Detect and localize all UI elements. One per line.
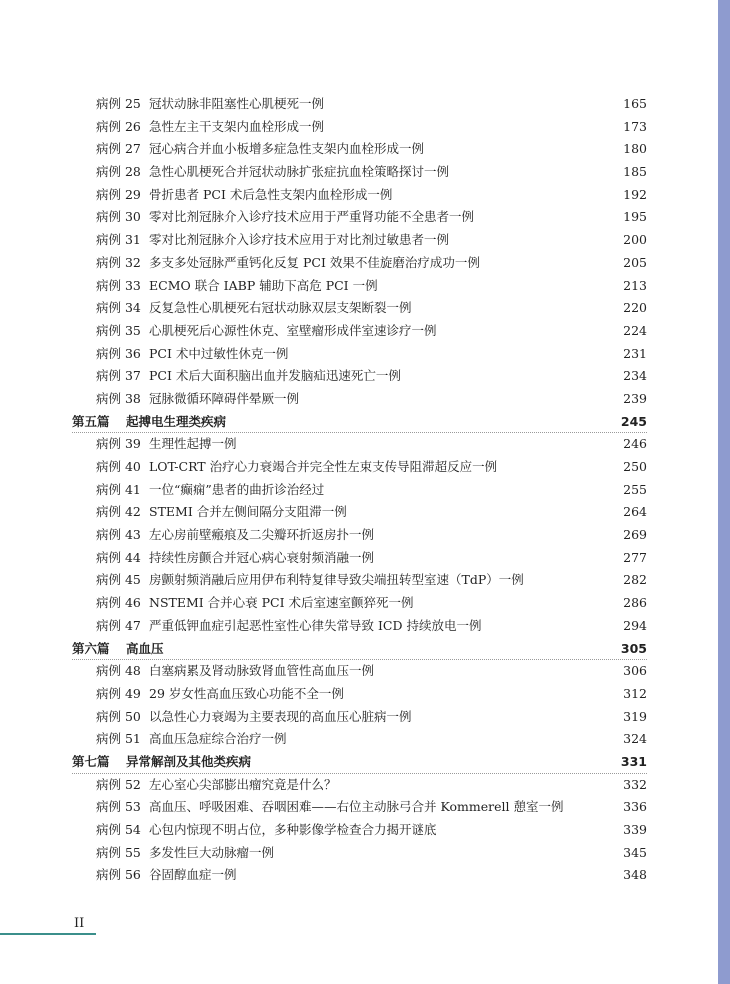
page-ref: 286 <box>623 595 647 611</box>
case-title: 左心室心尖部膨出瘤究竟是什么？ <box>149 776 337 792</box>
toc-entry <box>72 320 647 343</box>
part-number: 第七篇 <box>72 753 110 769</box>
toc-entry <box>72 343 647 366</box>
page-ref: 185 <box>623 164 647 180</box>
case-number: 病例 43 <box>96 527 141 543</box>
page-ref: 245 <box>620 413 647 429</box>
toc-entry <box>72 842 647 865</box>
toc-entry <box>72 365 647 388</box>
case-title: 以急性心力衰竭为主要表现的高血压心脏病一例 <box>149 708 412 724</box>
toc-entry <box>72 615 647 638</box>
page-ref: 332 <box>623 776 647 792</box>
page-ref: 234 <box>623 368 647 384</box>
toc-entry <box>72 660 647 683</box>
page-number-rule <box>0 933 96 935</box>
page-ref: 173 <box>623 118 647 134</box>
toc-entry <box>72 819 647 842</box>
page-ref: 192 <box>623 186 647 202</box>
part-number: 第五篇 <box>72 413 110 429</box>
page-ref: 165 <box>623 96 647 111</box>
toc-entry <box>72 206 647 229</box>
case-title: ECMO 联合 IABP 辅助下高危 PCI 一例 <box>149 277 378 293</box>
toc-entry <box>72 501 647 524</box>
page-ref: 319 <box>623 708 647 724</box>
page-ref: 195 <box>623 209 647 225</box>
case-number: 病例 40 <box>96 459 141 474</box>
toc-entry <box>72 479 647 502</box>
toc-entry <box>72 161 647 184</box>
part-title: 高血压 <box>126 640 164 656</box>
page-number: II <box>74 916 85 931</box>
case-title: 左心房前壁瘢痕及二尖瓣环折返房扑一例 <box>149 527 375 543</box>
toc-entry <box>72 524 647 547</box>
page-ref: 282 <box>623 572 647 588</box>
page-ref: 205 <box>623 254 647 270</box>
case-number: 病例 56 <box>96 867 141 883</box>
case-title: 零对比剂冠脉介入诊疗技术应用于对比剂过敏患者一例 <box>149 232 450 248</box>
toc-entry <box>72 93 647 116</box>
toc-entry <box>72 388 647 411</box>
page-ref: 331 <box>620 753 647 769</box>
case-number: 病例 36 <box>96 345 141 361</box>
toc-entry <box>72 184 647 207</box>
page-ref: 294 <box>623 617 647 633</box>
toc-entry <box>72 275 647 298</box>
case-number: 病例 39 <box>96 436 141 452</box>
toc-entry <box>72 683 647 706</box>
page-ref: 348 <box>623 867 647 883</box>
toc-part-heading <box>72 638 647 661</box>
case-number: 病例 44 <box>96 549 141 565</box>
page-ref: 220 <box>623 300 647 316</box>
page-ref: 250 <box>623 459 647 474</box>
page-ref: 264 <box>623 504 647 520</box>
toc-entry <box>72 728 647 751</box>
case-title: NSTEMI 合并心衰 PCI 术后室速室颤猝死一例 <box>149 595 414 611</box>
toc-entry <box>72 252 647 275</box>
case-title: 谷固醇血症一例 <box>149 867 237 883</box>
case-title: PCI 术中过敏性休克一例 <box>149 345 289 361</box>
case-title: 一位“癫痫”患者的曲折诊治经过 <box>149 481 325 497</box>
page-ref: 339 <box>623 822 647 837</box>
case-title: 29 岁女性高血压致心功能不全一例 <box>149 685 344 701</box>
case-number: 病例 33 <box>96 277 141 293</box>
case-number: 病例 37 <box>96 368 141 384</box>
case-title: 多支多处冠脉严重钙化反复 PCI 效果不佳旋磨治疗成功一例 <box>149 254 480 270</box>
case-number: 病例 29 <box>96 186 141 202</box>
toc-part-heading <box>72 751 647 774</box>
toc-entry <box>72 774 647 797</box>
case-title: 急性心肌梗死合并冠状动脉扩张症抗血栓策略探讨一例 <box>149 164 450 180</box>
case-number: 病例 55 <box>96 844 141 860</box>
case-number: 病例 52 <box>96 776 141 792</box>
case-number: 病例 53 <box>96 799 141 815</box>
toc-entry <box>72 456 647 479</box>
page-ref: 336 <box>623 799 647 815</box>
case-number: 病例 38 <box>96 390 141 406</box>
table-of-contents <box>72 93 647 887</box>
case-number: 病例 28 <box>96 164 141 180</box>
case-title: 心包内惊现不明占位，多种影像学检查合力揭开谜底 <box>149 822 437 837</box>
toc-entry <box>72 796 647 819</box>
page-ref: 246 <box>623 436 647 452</box>
case-number: 病例 41 <box>96 481 141 497</box>
page-ref: 345 <box>623 844 647 860</box>
case-title: 生理性起搏一例 <box>149 436 237 452</box>
page-ref: 180 <box>623 141 647 157</box>
case-title: 冠脉微循环障碍伴晕厥一例 <box>149 390 300 406</box>
page-ref: 269 <box>623 527 647 543</box>
page-ref: 312 <box>623 685 647 701</box>
case-number: 病例 42 <box>96 504 141 520</box>
case-number: 病例 45 <box>96 572 141 588</box>
case-title: 多发性巨大动脉瘤一例 <box>149 844 275 860</box>
page-ref: 306 <box>623 663 647 679</box>
case-title: STEMI 合并左侧间隔分支阻滞一例 <box>149 504 347 520</box>
case-title: 冠心病合并血小板增多症急性支架内血栓形成一例 <box>149 141 425 157</box>
page-edge-bar <box>718 0 730 984</box>
case-title: 急性左主干支架内血栓形成一例 <box>149 118 325 134</box>
toc-entry <box>72 138 647 161</box>
part-title: 起搏电生理类疾病 <box>126 413 227 429</box>
toc-entry <box>72 864 647 887</box>
page-ref: 200 <box>623 232 647 248</box>
case-number: 病例 48 <box>96 663 141 679</box>
page-ref: 213 <box>623 277 647 293</box>
case-number: 病例 49 <box>96 685 141 701</box>
page-ref: 239 <box>623 390 647 406</box>
case-number: 病例 35 <box>96 322 141 338</box>
page-ref: 324 <box>623 731 647 747</box>
case-number: 病例 25 <box>96 96 141 111</box>
toc-entry <box>72 433 647 456</box>
toc-entry <box>72 547 647 570</box>
page-ref: 305 <box>620 640 647 656</box>
case-title: PCI 术后大面积脑出血并发脑疝迅速死亡一例 <box>149 368 401 384</box>
case-number: 病例 47 <box>96 617 141 633</box>
page-ref: 277 <box>623 549 647 565</box>
page-ref: 224 <box>623 322 647 338</box>
toc-entry <box>72 116 647 139</box>
part-number: 第六篇 <box>72 640 110 656</box>
case-number: 病例 26 <box>96 118 141 134</box>
case-title: 心肌梗死后心源性休克、室壁瘤形成伴室速诊疗一例 <box>149 322 437 338</box>
case-title: 高血压、呼吸困难、吞咽困难——右位主动脉弓合并 Kommerell 憩室一例 <box>149 799 564 815</box>
case-number: 病例 51 <box>96 731 141 747</box>
case-title: 房颤射频消融后应用伊布利特复律导致尖端扭转型室速（TdP）一例 <box>149 572 524 588</box>
case-title: 持续性房颤合并冠心病心衰射频消融一例 <box>149 549 375 565</box>
case-title: 反复急性心肌梗死右冠状动脉双层支架断裂一例 <box>149 300 412 316</box>
toc-entry <box>72 706 647 729</box>
case-title: 白塞病累及肾动脉致肾血管性高血压一例 <box>149 663 375 679</box>
part-title: 异常解剖及其他类疾病 <box>126 753 252 769</box>
case-title: 高血压急症综合治疗一例 <box>149 731 287 747</box>
page-ref: 231 <box>623 345 647 361</box>
case-title: 骨折患者 PCI 术后急性支架内血栓形成一例 <box>149 186 393 202</box>
toc-entry <box>72 297 647 320</box>
toc-entry <box>72 229 647 252</box>
toc-entry <box>72 592 647 615</box>
case-number: 病例 50 <box>96 708 141 724</box>
case-number: 病例 27 <box>96 141 141 157</box>
toc-entry <box>72 569 647 592</box>
page-ref: 255 <box>623 481 647 497</box>
case-number: 病例 30 <box>96 209 141 225</box>
case-number: 病例 34 <box>96 300 141 316</box>
case-number: 病例 54 <box>96 822 141 837</box>
case-number: 病例 32 <box>96 254 141 270</box>
case-title: LOT-CRT 治疗心力衰竭合并完全性左束支传导阻滞超反应一例 <box>149 459 498 474</box>
case-number: 病例 46 <box>96 595 141 611</box>
case-number: 病例 31 <box>96 232 141 248</box>
case-title: 零对比剂冠脉介入诊疗技术应用于严重肾功能不全患者一例 <box>149 209 475 225</box>
case-title: 严重低钾血症引起恶性室性心律失常导致 ICD 持续放电一例 <box>149 617 482 633</box>
toc-part-heading <box>72 411 647 434</box>
case-title: 冠状动脉非阻塞性心肌梗死一例 <box>149 96 325 111</box>
